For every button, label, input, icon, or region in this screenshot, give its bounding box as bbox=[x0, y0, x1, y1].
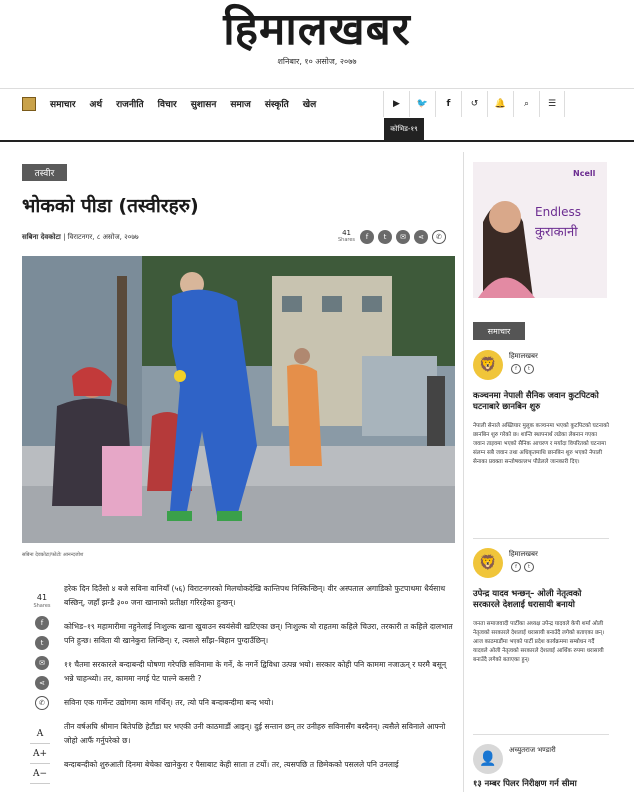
sidebar-news-card bbox=[473, 744, 609, 792]
twitter-icon[interactable]: 🐦 bbox=[409, 91, 435, 117]
whatsapp-share-icon[interactable]: ✆ bbox=[35, 696, 49, 710]
nav-menu bbox=[50, 97, 316, 110]
meta-divider: | bbox=[63, 233, 68, 241]
nav-item-politics[interactable]: राजनीति bbox=[116, 100, 144, 110]
ad-line2: कुराकानी bbox=[535, 225, 578, 240]
site-logo[interactable]: हिमालखबर bbox=[223, 4, 411, 55]
twitter-share-icon[interactable]: t bbox=[35, 636, 49, 650]
font-reset-button[interactable]: A bbox=[30, 724, 50, 744]
article-paragraph: बन्दाबन्दीको शुरुआती दिनमा बेचेका खानेकुरा र पैसाबाट केही साता त टर्यो। तर, त्यसपछि त छिमेकको पसलले पनि उनलाई bbox=[64, 760, 399, 769]
nav-item-news[interactable]: समाचार bbox=[50, 100, 76, 110]
facebook-share-icon[interactable]: f bbox=[35, 616, 49, 630]
place-date: विराटनगर, ८ असोज, २०७७ bbox=[67, 233, 139, 241]
article-meta bbox=[22, 233, 139, 242]
header-date: शनिबार, १० असोज, २०७७ bbox=[277, 57, 357, 66]
news-author[interactable]: अच्युतराज भण्डारी bbox=[509, 746, 556, 754]
category-badge[interactable]: तस्वीर bbox=[22, 164, 67, 181]
article-title: भोकको पीडा (तस्वीरहरु) bbox=[22, 195, 199, 217]
news-headline[interactable]: उपेन्द्र यादव भन्छन्– ओली नेतृत्वको सरकारले देशलाई धरासायी बनायो bbox=[473, 588, 582, 609]
nav-item-culture[interactable]: संस्कृति bbox=[264, 100, 289, 110]
ad-brand: Ncell bbox=[573, 169, 596, 178]
author-name[interactable]: सबिना देवकोटा bbox=[22, 233, 61, 241]
article-paragraph: ११ चैतमा सरकारले बन्दाबन्दी घोषणा गरेपछि सविनामा के गर्ने, के नगर्ने द्विविधा उत्पन्न भयो। सरकार कोही पनि काममा नजाऊन् र घरमै बसून् भन्ने चाहन्थ्यो। तर, काममा नगई पेट पाल्ने कसरी ? bbox=[64, 660, 447, 683]
share-icon[interactable]: ⋖ bbox=[414, 230, 428, 244]
covid-tab[interactable]: कोभिड-१९ bbox=[384, 118, 424, 140]
nav-item-opinion[interactable]: विचार bbox=[157, 100, 177, 110]
facebook-icon[interactable]: f bbox=[511, 562, 521, 572]
search-icon[interactable]: ⌕ bbox=[513, 91, 539, 117]
share-count bbox=[338, 230, 355, 244]
nav-item-governance[interactable]: सुशासन bbox=[190, 100, 217, 110]
bell-icon[interactable]: 🔔 bbox=[487, 91, 513, 117]
facebook-icon[interactable]: f bbox=[511, 364, 521, 374]
share-count-number: 41 bbox=[342, 229, 351, 237]
youtube-icon[interactable]: ▶ bbox=[383, 91, 409, 117]
share-icon[interactable]: ⋖ bbox=[35, 676, 49, 690]
history-icon[interactable]: ↺ bbox=[461, 91, 487, 117]
twitter-icon[interactable]: t bbox=[524, 364, 534, 374]
facebook-share-icon[interactable]: f bbox=[360, 230, 374, 244]
ad-line1: Endless bbox=[535, 205, 582, 219]
news-author[interactable]: हिमालखबर bbox=[509, 550, 538, 558]
sidebar-separator bbox=[473, 538, 609, 539]
font-size-controls bbox=[30, 724, 50, 784]
news-summary: नेपाली सेनाले अख्तियार मुलुक कञ्चनमा भएको कुटपिटको घटनाको छानबिन शुरु गरेको छ। शान्ति स्थापनार्थ लडेका लेबनान गएका जवान ताइवमा भएको सैनिक आचरण र मर्यादा विपरितको घटनामा संलग्न सबै जवान तथा अधिकृतमाथि छानबिन शुरु भएको नेपाली सेनाका प्रवक्ता सन्तोषवल्लभ पौडेलले जानकारी दिए। bbox=[473, 423, 609, 465]
photo-illustration bbox=[22, 256, 455, 543]
news-headline[interactable]: कञ्चनमा नेपाली सैनिक जवान कुटपिटको घटनाबारे छानबिन शुरु bbox=[473, 390, 599, 411]
home-logo-icon[interactable] bbox=[22, 97, 36, 111]
ncell-ad[interactable] bbox=[473, 162, 607, 298]
news-summary: जनता समाजवादी पार्टीका अध्यक्ष उपेन्द्र यादवले केपी शर्मा ओली नेतृत्वको सरकारले देशलाई धरासायी बनाउँदै लगेको बताएका छन्। आज काठमाडौंमा भएको पार्टी प्रदेश कार्यक्रममा सम्बोधन गर्दै यादवले ओली नेतृत्वको सरकारले देशलाई आर्थिक रुपमा धरासायी बनाउँदै लगेको बताएका हुन्। bbox=[473, 621, 605, 663]
share-count-left-number: 41 bbox=[36, 593, 48, 602]
article-paragraph: कोभिड–१९ महामारीमा नहुनेलाई निःशुल्क खाना खुवाउन स्वयंसेवी खटिएका छन्। निःशुल्क यो राहतमा कहिले चिउरा, तरकारी त कहिले दालभात पनि हुन्छ। सविता यी खानेकुरा लिन्छिन्। र, त्यसले साँझ–बिहान पुग्दाउँछिन्। bbox=[64, 622, 453, 645]
article-photo bbox=[22, 256, 455, 543]
article-body bbox=[64, 582, 458, 782]
sidebar-news-card bbox=[473, 548, 609, 728]
photo-caption: सबिना देवकोटा/फोटोः आनन्दजोश bbox=[22, 552, 84, 558]
email-share-icon[interactable]: ✉ bbox=[35, 656, 49, 670]
main-nav bbox=[0, 88, 634, 142]
author-social bbox=[511, 562, 534, 572]
font-decrease-button[interactable]: A− bbox=[30, 764, 50, 784]
article-paragraph: सविना एक गार्मेन्ट उद्योगमा काम गर्थिन्। तर, त्यो पनि बन्दाबन्दीमा बन्द भयो। bbox=[64, 698, 274, 707]
twitter-share-icon[interactable]: t bbox=[378, 230, 392, 244]
author-avatar[interactable]: 🦁 bbox=[473, 548, 503, 578]
share-count-label: Shares bbox=[338, 237, 356, 243]
ad-illustration bbox=[473, 162, 607, 298]
hamburger-menu-icon[interactable]: ☰ bbox=[539, 91, 565, 117]
nav-item-sports[interactable]: खेल bbox=[302, 100, 317, 110]
news-headline[interactable]: १३ नम्बर पिलर निरीक्षण गर्न सीमा bbox=[473, 778, 577, 788]
sidebar-section-label[interactable]: समाचार bbox=[473, 322, 525, 340]
nav-item-society[interactable]: समाज bbox=[230, 100, 251, 110]
author-avatar[interactable]: 🦁 bbox=[473, 350, 503, 380]
news-author[interactable]: हिमालखबर bbox=[509, 352, 538, 360]
sidebar-divider bbox=[463, 152, 464, 792]
email-share-icon[interactable]: ✉ bbox=[396, 230, 410, 244]
author-avatar[interactable]: 👤 bbox=[473, 744, 503, 774]
article-paragraph: तीन वर्षअघि श्रीमान बितेपछि हेटौंडा घर भएकी उनी काठमाडौं आइन्। दुई सन्तान छन् तर उनीहरु सविनासँग बस्दैनन्। त्यसैले सविनाले आफ्नो जोहो आफैं गर्नुपरेको छ। bbox=[64, 722, 446, 745]
facebook-icon[interactable]: f bbox=[435, 91, 461, 117]
nav-icons bbox=[383, 91, 565, 117]
whatsapp-share-icon[interactable]: ✆ bbox=[432, 230, 446, 244]
twitter-icon[interactable]: t bbox=[524, 562, 534, 572]
masthead bbox=[0, 0, 634, 88]
share-count-left-label: Shares bbox=[33, 603, 51, 609]
font-increase-button[interactable]: A+ bbox=[30, 744, 50, 764]
share-count-left bbox=[30, 594, 54, 610]
article-paragraph: हरेक दिन दिउँसो ४ बजे सविना वानियाँ (५६) विराटनगरको मिलचोकदेखि कान्तिपथ निस्किन्छिन्। वीर अस्पताल अगाडिको फुटपाथमा धैर्यसाथ बस्छिन्, जहाँ झन्डै ३०० जना खानाको प्रतीक्षा गरिरहेका हुन्छन्। bbox=[64, 584, 446, 607]
share-bar-top bbox=[360, 230, 446, 244]
nav-item-economy[interactable]: अर्थ bbox=[89, 100, 103, 110]
author-social bbox=[511, 364, 534, 374]
share-bar-left bbox=[30, 594, 54, 710]
sidebar-separator bbox=[473, 734, 609, 735]
sidebar-news-card bbox=[473, 350, 609, 540]
